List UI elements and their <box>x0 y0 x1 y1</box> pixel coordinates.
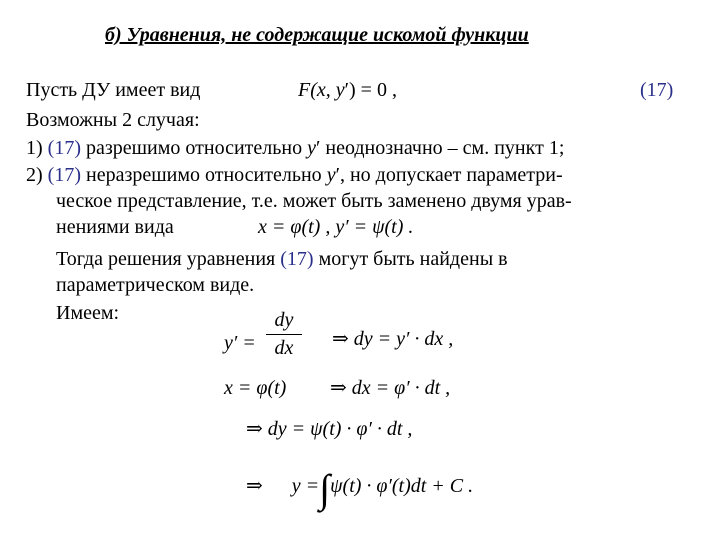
eq1-left: y′ = <box>224 332 256 354</box>
case-1-text-a: разрешимо относительно <box>81 137 308 159</box>
paragraph-line-3: Имеем: <box>56 302 120 324</box>
section-heading: б) Уравнения, не содержащие искомой функции <box>105 24 529 46</box>
case-1 <box>26 136 564 160</box>
case-1-text-b: неоднозначно – см. пункт 1; <box>320 137 565 159</box>
eq1-right: ⇒ dy = y′ · dx , <box>332 328 454 350</box>
case-2-line-3-text: нениями вида <box>56 216 174 238</box>
eq4-rhs: ψ(t) · φ′(t)dt + C . <box>330 475 474 497</box>
case-1-prime: ′ <box>315 137 321 159</box>
intro-text <box>26 78 200 102</box>
parametric-formula: x = φ(t) , y′ = ψ(t) . <box>258 216 414 238</box>
eq4 <box>246 466 474 511</box>
case-2-label: 2) <box>26 164 48 186</box>
case-2-text-b: , но допускает параметри- <box>339 164 563 186</box>
case-2-text-a: неразрешимо относительно <box>81 164 327 186</box>
paragraph-line-1 <box>56 247 508 271</box>
intro-prefix: Пусть ДУ имеет вид <box>26 79 201 101</box>
paragraph-text-a: Тогда решения уравнения <box>56 248 281 270</box>
case-2 <box>26 163 563 187</box>
paragraph-text-b: могут быть найдены в <box>313 248 508 270</box>
eq2-right: ⇒ dx = φ′ · dt , <box>330 377 451 399</box>
case-1-var: y <box>307 137 316 159</box>
case-1-ref: (17) <box>47 137 81 159</box>
main-equation <box>298 78 397 102</box>
fraction-bar <box>266 334 302 335</box>
paragraph-ref: (17) <box>280 248 314 270</box>
eq1-fraction <box>266 309 302 360</box>
equation-left: F(x, y <box>298 79 345 101</box>
case-2-ref: (17) <box>47 164 81 186</box>
integral-icon: ∫ <box>319 466 331 511</box>
eq3: ⇒ dy = ψ(t) · φ′ · dt , <box>246 418 413 440</box>
cases-intro: Возможны 2 случая: <box>26 109 200 131</box>
case-1-label: 1) <box>26 137 48 159</box>
eq4-lhs: y = <box>291 475 320 497</box>
implies-icon: ⇒ <box>246 475 263 497</box>
case-2-prime: ′ <box>335 164 340 186</box>
case-2-line-2: ческое представление, т.е. может быть заменено двумя урав- <box>56 190 572 212</box>
eq1-numerator: dy <box>274 309 294 331</box>
equation-number: (17) <box>640 79 674 101</box>
equation-right: ) = 0 , <box>349 79 397 101</box>
paragraph-line-2: параметрическом виде. <box>56 274 255 296</box>
case-2-var: y <box>326 164 336 186</box>
eq2-left: x = φ(t) <box>224 377 287 399</box>
eq1-denominator: dx <box>274 337 294 359</box>
equation-prime: ′ <box>344 79 350 101</box>
